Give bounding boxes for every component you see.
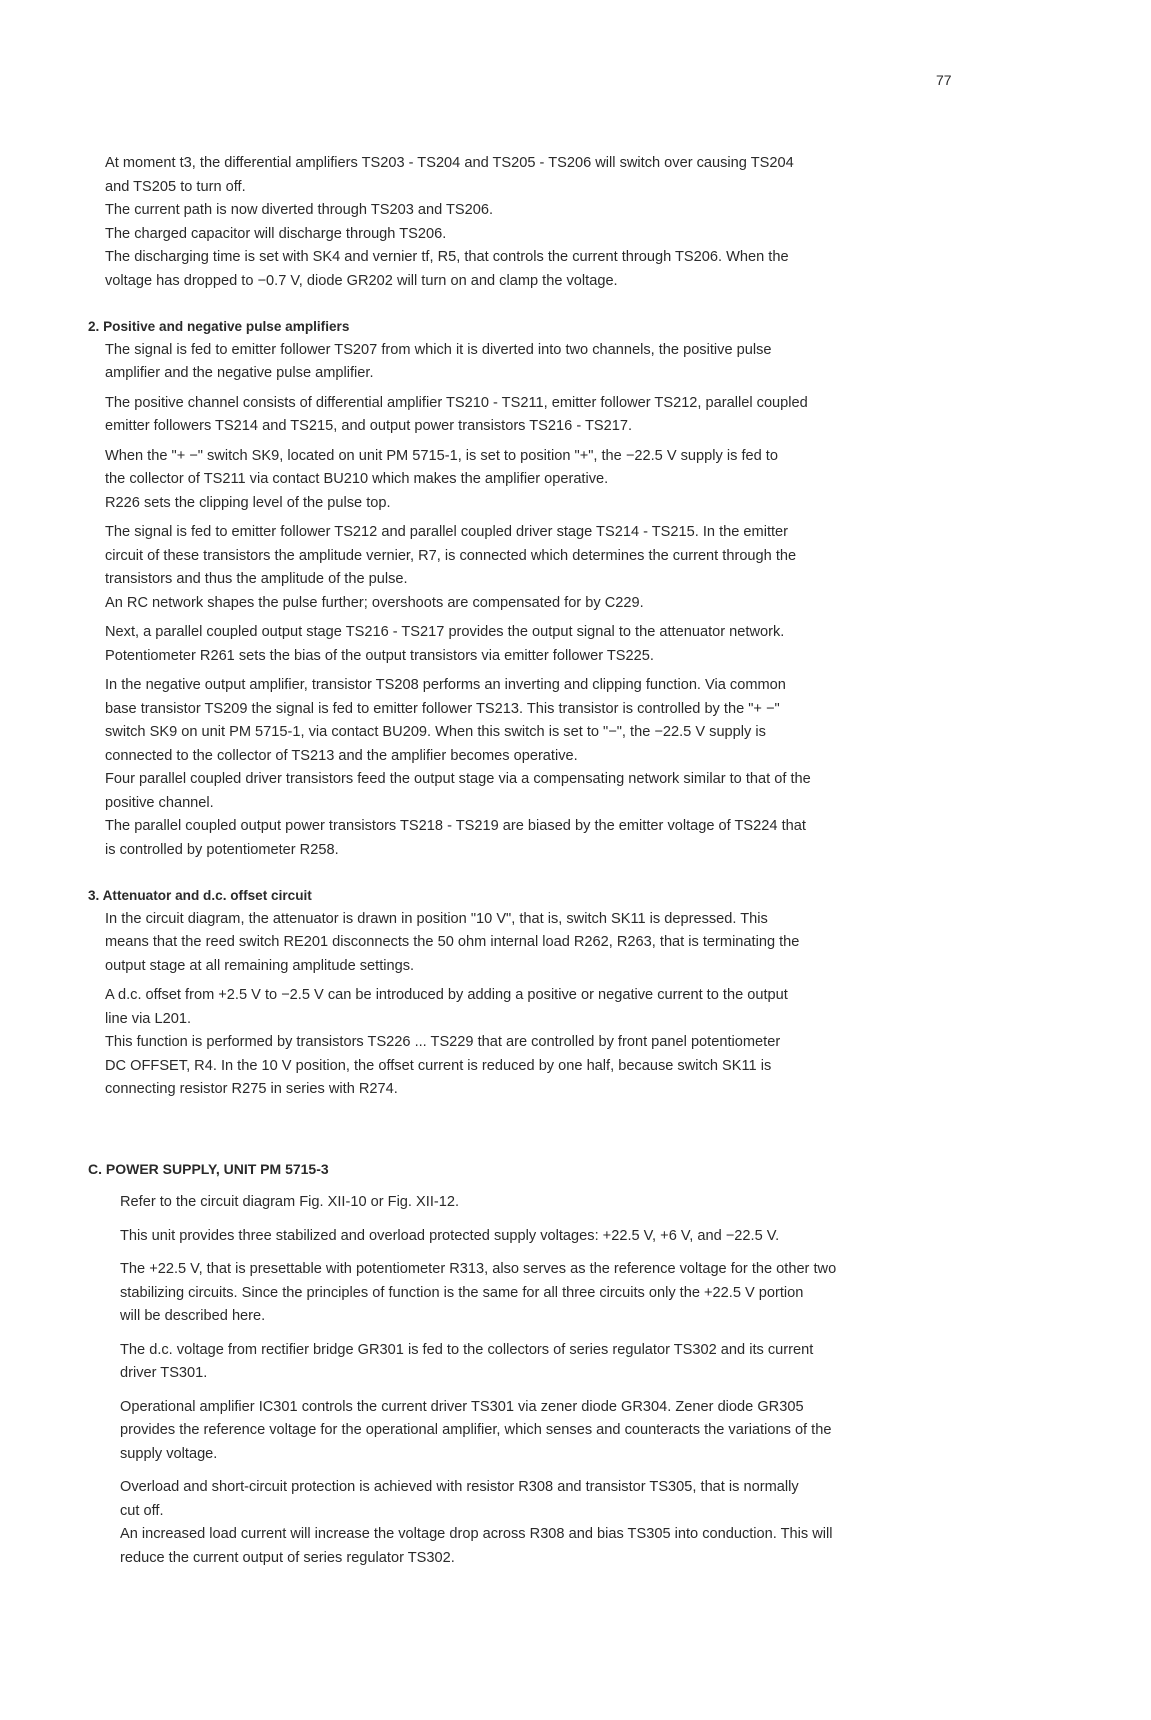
text-line: reduce the current output of series regulator TS302. — [120, 1549, 455, 1566]
text-line: means that the reed switch RE201 disconnects the 50 ohm internal load R262, R263, that is terminating the — [105, 934, 800, 950]
text-line: line via L201. — [105, 1010, 192, 1027]
text-line: provides the reference voltage for the operational amplifier, which senses and counteracts the variations of the — [120, 1422, 832, 1438]
text-line: In the circuit diagram, the attenuator is drawn in position "10 V", that is, switch SK11 is depressed. This — [105, 910, 768, 927]
text-line: Overload and short-circuit protection is achieved with resistor R308 and transistor TS305, that is normally — [120, 1479, 799, 1495]
paragraph — [88, 984, 968, 1102]
paragraph — [88, 1339, 968, 1386]
text-line: Refer to the circuit diagram Fig. XII-10 or Fig. XII-12. — [120, 1194, 460, 1210]
paragraph — [88, 339, 968, 386]
power-supply-heading: C. POWER SUPPLY, UNIT PM 5715-3 — [88, 1160, 329, 1177]
text-line: positive channel. — [105, 794, 214, 811]
text-line: Potentiometer R261 sets the bias of the output transistors via emitter follower TS225. — [105, 647, 654, 664]
text-line: connected to the collector of TS213 and the amplifier becomes operative. — [105, 747, 578, 764]
text-line: An RC network shapes the pulse further; overshoots are compensated for by C229. — [105, 594, 644, 611]
paragraph — [88, 392, 968, 439]
section-heading: 3. Attenuator and d.c. offset circuit — [88, 888, 312, 903]
text-line: output stage at all remaining amplitude settings. — [105, 957, 415, 974]
text-line: This function is performed by transistors TS226 ... TS229 that are controlled by front panel potentiometer — [105, 1034, 781, 1050]
text-line: circuit of these transistors the amplitude vernier, R7, is connected which determines the current through the — [105, 547, 797, 564]
text-line: In the negative output amplifier, transistor TS208 performs an inverting and clipping function. Via common — [105, 677, 786, 693]
text-line: The discharging time is set with SK4 and vernier tf, R5, that controls the current through TS206. When the — [105, 249, 789, 265]
page-number: 77 — [936, 72, 952, 88]
text-line: The d.c. voltage from rectifier bridge GR301 is fed to the collectors of series regulator TS302 and its current — [120, 1341, 814, 1358]
paragraph — [88, 674, 968, 862]
text-line: When the "+ −" switch SK9, located on unit PM 5715-1, is set to position "+", the −22.5 V supply is fed to — [105, 447, 778, 464]
text-line: and TS205 to turn off. — [105, 178, 246, 195]
text-line: Four parallel coupled driver transistors feed the output stage via a compensating network similar to that of the — [105, 771, 811, 787]
text-line: amplifier and the negative pulse amplifier. — [105, 365, 374, 381]
text-line: A d.c. offset from +2.5 V to −2.5 V can be introduced by adding a positive or negative current to the output — [105, 987, 788, 1003]
text-line: the collector of TS211 via contact BU210 which makes the amplifier operative. — [105, 471, 609, 487]
section-heading: 2. Positive and negative pulse amplifiers — [88, 319, 350, 334]
text-line: The parallel coupled output power transistors TS218 - TS219 are biased by the emitter voltage of TS224 that — [105, 818, 806, 834]
text-line: will be described here. — [120, 1308, 266, 1324]
text-line: The charged capacitor will discharge through TS206. — [105, 225, 447, 242]
text-line: driver TS301. — [120, 1365, 208, 1381]
paragraph — [88, 445, 968, 516]
text-line: Operational amplifier IC301 controls the current driver TS301 via zener diode GR304. Zener diode GR305 — [120, 1398, 804, 1415]
paragraph — [88, 1258, 968, 1329]
paragraph — [88, 1191, 968, 1215]
paragraph — [88, 521, 968, 615]
text-line: DC OFFSET, R4. In the 10 V position, the offset current is reduced by one half, because switch SK11 is — [105, 1057, 772, 1074]
text-line: R226 sets the clipping level of the pulse top. — [105, 494, 391, 511]
text-line: is controlled by potentiometer R258. — [105, 841, 339, 858]
paragraph — [88, 1225, 968, 1249]
paragraph — [88, 908, 968, 979]
text-line: emitter followers TS214 and TS215, and output power transistors TS216 - TS217. — [105, 418, 633, 434]
paragraph — [88, 621, 968, 668]
text-line: The positive channel consists of differential amplifier TS210 - TS211, emitter follower TS212, parallel coupled — [105, 394, 808, 411]
text-line: Next, a parallel coupled output stage TS216 - TS217 provides the output signal to the attenuator network. — [105, 624, 785, 640]
text-line: supply voltage. — [120, 1445, 218, 1462]
text-line: The current path is now diverted through TS203 and TS206. — [105, 202, 494, 218]
text-line: The signal is fed to emitter follower TS207 from which it is diverted into two channels, the positive pulse — [105, 341, 772, 358]
text-line: transistors and thus the amplitude of the pulse. — [105, 571, 408, 587]
text-line: connecting resistor R275 in series with R274. — [105, 1081, 398, 1097]
intro-paragraph — [88, 152, 968, 293]
text-line: voltage has dropped to −0.7 V, diode GR202 will turn on and clamp the voltage. — [105, 272, 618, 289]
text-line: At moment t3, the differential amplifiers TS203 - TS204 and TS205 - TS206 will switch over causing TS204 — [105, 155, 794, 171]
text-line: cut off. — [120, 1502, 164, 1519]
text-line: The +22.5 V, that is presettable with potentiometer R313, also serves as the reference voltage for the other two — [120, 1261, 837, 1277]
text-line: switch SK9 on unit PM 5715-1, via contact BU209. When this switch is set to "−", the −22.5 V supply is — [105, 724, 766, 740]
paragraph — [88, 1476, 968, 1570]
paragraph — [88, 1396, 968, 1467]
text-line: The signal is fed to emitter follower TS212 and parallel coupled driver stage TS214 - TS215. In the emitter — [105, 524, 789, 540]
text-line: This unit provides three stabilized and overload protected supply voltages: +22.5 V, +6 V, and −22.5 V. — [120, 1227, 780, 1244]
document-body — [88, 152, 968, 1570]
text-line: stabilizing circuits. Since the principles of function is the same for all three circuits only the +22.5 V portion — [120, 1284, 804, 1301]
text-line: An increased load current will increase the voltage drop across R308 and bias TS305 into conduction. This will — [120, 1526, 833, 1542]
text-line: base transistor TS209 the signal is fed to emitter follower TS213. This transistor is controlled by the "+ −" — [105, 700, 780, 717]
